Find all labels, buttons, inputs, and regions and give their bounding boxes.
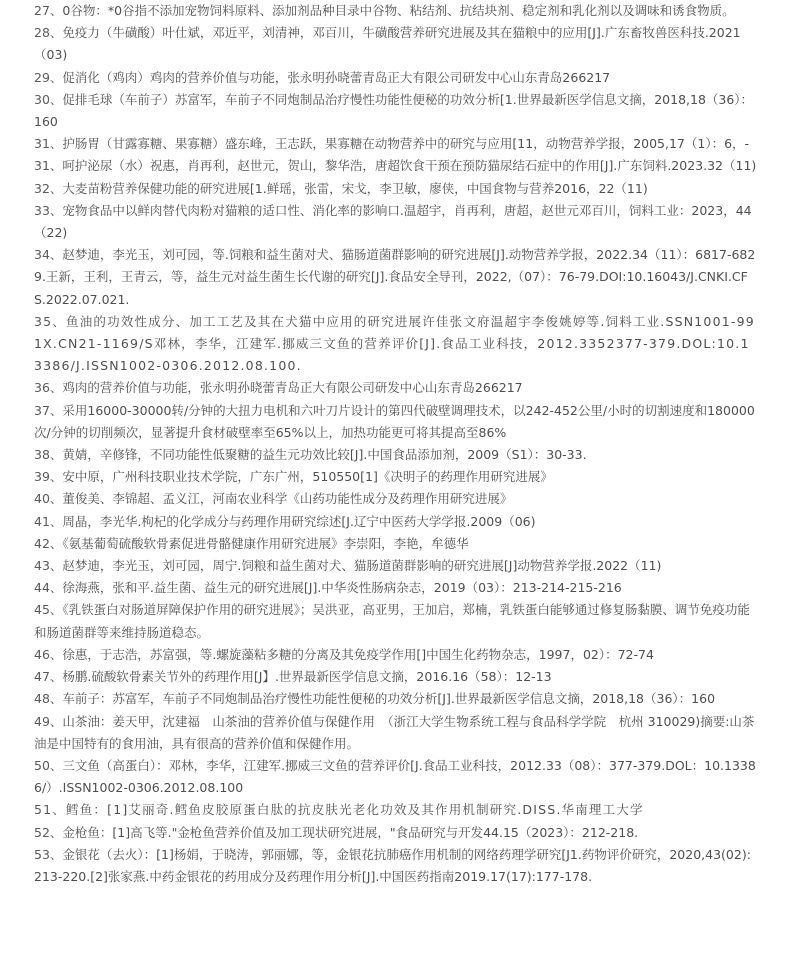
reference-number: 42、 <box>34 535 63 551</box>
reference-item <box>34 577 758 599</box>
reference-number: 31、 <box>34 158 63 174</box>
reference-item <box>34 666 758 688</box>
reference-text: 金银花（去火）：[1]杨娟，于晓涛，郭丽娜，等，金银花抗肺癌作用机制的网络药理学研究[J1.药物评价研究，2020,43(02):213-220.[2]张家燕.中药金银花的药用成分及药理作用分析[J].中国医药指南2019.17(17):177-178. <box>34 846 751 884</box>
reference-number: 40、 <box>34 491 63 507</box>
reference-number: 33、 <box>34 202 63 218</box>
reference-number: 32、 <box>34 180 63 196</box>
reference-item <box>34 799 758 821</box>
reference-number: 31、 <box>34 136 63 152</box>
reference-text: 促消化（鸡肉）鸡肉的营养价值与功能，张永明孙晓蕾青岛正大有限公司研发中心山东青岛266217 <box>62 69 611 85</box>
reference-text: 山茶油：姜天甲，沈建福 山茶油的营养价值与保健作用 （浙江大学生物系统工程与食品科学学院 杭州 310029)摘要:山茶油是中国特有的食用油，具有很高的营养价值和保健作用。 <box>34 713 755 751</box>
reference-item <box>34 133 758 155</box>
reference-text: 促排毛球（车前子）苏富军，车前子不同炮制品治疗慢性功能性便秘的功效分析[1.世界最新医学信息文摘，2018,18（36）：160 <box>34 91 754 130</box>
reference-item <box>34 200 758 244</box>
reference-list <box>34 0 758 888</box>
reference-text: 安中原，广州科技职业技术学院，广东广州，510550[1]《决明子的药理作用研究进展》 <box>62 469 553 485</box>
reference-text: 赵梦迪，李光玉，刘可园，周宁.饲粮和益生菌对犬、猫肠道菌群影响的研究进展[J]动物营养学报.2022（11) <box>62 558 662 574</box>
reference-text: 金枪鱼：[1]高飞等."金枪鱼营养价值及加工现状研究进展，"食品研究与开发44.15（2023）：212-218. <box>62 824 639 840</box>
reference-text: 董俊美、李锦超、孟义江，河南农业科学《山药功能性成分及药理作用研究进展》 <box>62 491 513 507</box>
reference-text: 周晶，李光华.枸杞的化学成分与药理作用研究综述[J.辽宁中医药大学学报.2009（06) <box>62 513 536 529</box>
reference-text: 徐海燕，张和平.益生菌、益生元的研究进展[J].中华炎性肠病杂志，2019（03）：213-214-215-216 <box>62 580 622 596</box>
reference-item <box>34 711 758 755</box>
reference-number: 36、 <box>34 380 63 396</box>
reference-item <box>34 178 758 200</box>
reference-item <box>34 511 758 533</box>
reference-number: 27、 <box>34 3 63 18</box>
reference-item <box>34 466 758 488</box>
reference-text: 呵护泌尿（水）祝惠，肖再利，赵世元，贺山，黎华浩，唐超饮食干预在预防猫尿结石症中的作用[J].广东饲料.2023.32（11) <box>62 158 757 174</box>
reference-item <box>34 377 758 399</box>
reference-item <box>34 400 758 444</box>
reference-item <box>34 555 758 577</box>
reference-number: 49、 <box>34 713 63 729</box>
reference-number: 45、 <box>34 602 63 618</box>
reference-item <box>34 0 758 22</box>
reference-number: 28、 <box>34 25 63 41</box>
reference-text: 《乳铁蛋白对肠道屏障保护作用的研究进展》；吴洪亚，高亚男，王加启，郑楠，乳铁蛋白能够通过修复肠黏膜、调节免疫功能和肠道菌群等来维持肠道稳态。 <box>34 602 750 640</box>
reference-text: 徐惠，于志浩，苏富强，等.螺旋藻粘多糖的分离及其免疫学作用[]中国生化药物杂志，1997，02）：72-74 <box>62 646 654 662</box>
reference-number: 39、 <box>34 469 63 485</box>
reference-number: 46、 <box>34 646 63 662</box>
reference-text: 大麦苗粉营养保健功能的研究进展[1.鲜瑶，张雷，宋戈，李卫敏，廖侠，中国食物与营养2016，22（11) <box>62 180 648 196</box>
reference-text: 赵梦迪，李光玉，刘可园，等.饲粮和益生菌对犬、猫肠道菌群影响的研究进展[J].动物营养学报，2022.34（11）：6817-6829.王新，王利，王青云，等，益生元对益生菌生长代谢的研究[J].食品安全导刊，2022,（07）：76-79.DOI:10.16043/J.CNKI.CFS.2022.07.021. <box>34 247 756 307</box>
reference-item <box>34 755 758 799</box>
reference-item <box>34 599 758 643</box>
reference-number: 53、 <box>34 846 63 862</box>
reference-item <box>34 244 758 311</box>
reference-item <box>34 533 758 555</box>
reference-text: 车前子：苏富军，车前子不同炮制品治疗慢性功能性便秘的功效分析[J].世界最新医学信息文摘，2018,18（36）：160 <box>62 691 716 707</box>
reference-number: 29、 <box>34 69 63 85</box>
reference-number: 50、 <box>34 757 63 773</box>
reference-number: 51、 <box>34 802 67 818</box>
reference-number: 52、 <box>34 824 63 840</box>
reference-number: 34、 <box>34 247 63 263</box>
reference-text: 鱼油的功效性成分、加工工艺及其在犬猫中应用的研究进展许佳张文府温超宇李俊姚婷等.饲料工业.SSN1001-991X.CN21-1169/S邓林，李华，江建军.挪威三文鱼的营养评价[J].食品工业科技，2012.3352377-379.DOL:10.13386/J.ISSN1002-0306.2012.08.100. <box>34 313 755 374</box>
reference-number: 47、 <box>34 669 63 685</box>
reference-text: 《氨基葡萄硫酸软骨素促进骨骼健康作用研究进展》李崇阳，李艳，牟德华 <box>62 535 469 551</box>
reference-text: 杨鹏.硫酸软骨素关节外的药理作用[J】.世界最新医学信息文摘，2016.16（58）：12-13 <box>62 669 552 685</box>
reference-number: 37、 <box>34 402 63 418</box>
reference-text: 鸡肉的营养价值与功能，张永明孙晓蕾青岛正大有限公司研发中心山东青岛266217 <box>62 380 523 396</box>
reference-item <box>34 644 758 666</box>
reference-text: 三文鱼（高蛋白）：邓林，李华，江建军.挪威三文鱼的营养评价[J.食品工业科技，2012.33（08）：377-379.DOL：10.13386/）.ISSN1002-0306.2012.08.100 <box>34 757 756 796</box>
reference-number: 41、 <box>34 513 63 529</box>
reference-item <box>34 311 758 378</box>
reference-text: 黄婧，辛修锋，不同功能性低聚糖的益生元功效比较[J].中国食品添加剂，2009（S1）：30-33. <box>62 447 587 463</box>
reference-text: 宠物食品中以鲜肉替代肉粉对猫粮的适口性、消化率的影响口.温超宇，肖再利，唐超，赵世元邓百川，饲料工业：2023，44（22) <box>34 202 752 241</box>
reference-item <box>34 67 758 89</box>
reference-item <box>34 22 758 66</box>
reference-text: 采用16000-30000转/分钟的大扭力电机和六叶刀片设计的第四代破壁调理技术，以242-452公里/小时的切割速度和180000次/分钟的切削频次，显著提升食材破壁率至65%以上，加热功能更可将其提高至86% <box>34 402 755 440</box>
reference-number: 30、 <box>34 91 63 107</box>
reference-item <box>34 822 758 844</box>
reference-item <box>34 155 758 177</box>
reference-number: 35、 <box>34 313 67 329</box>
reference-text: 鳕鱼：[1]艾丽奇.鳕鱼皮胶原蛋白肽的抗皮肤光老化功效及其作用机制研究.DISS.华南理工大学 <box>66 802 644 818</box>
reference-item <box>34 444 758 466</box>
reference-item <box>34 488 758 510</box>
reference-number: 43、 <box>34 558 63 574</box>
reference-item <box>34 844 758 888</box>
reference-item <box>34 688 758 710</box>
reference-text: 护肠胃（甘露寡糖、果寡糖）盛东峰，王志跃，果寡糖在动物营养中的研究与应用[11，动物营养学报，2005,17（1）：6，- <box>62 136 750 152</box>
reference-item <box>34 89 758 133</box>
reference-number: 38、 <box>34 447 63 463</box>
reference-text: 0谷物：*0谷指不添加宠物饲料原料、添加剂品种目录中谷物、粘结剂、抗结块剂、稳定剂和乳化剂以及调味和诱食物质。 <box>62 3 735 18</box>
reference-number: 44、 <box>34 580 63 596</box>
reference-number: 48、 <box>34 691 63 707</box>
reference-text: 免疫力（牛磺酸）叶仕斌，邓近平，刘清神，邓百川，牛磺酸营养研究进展及其在猫粮中的应用[J].广东畜牧兽医科技.2021（03) <box>34 25 741 63</box>
